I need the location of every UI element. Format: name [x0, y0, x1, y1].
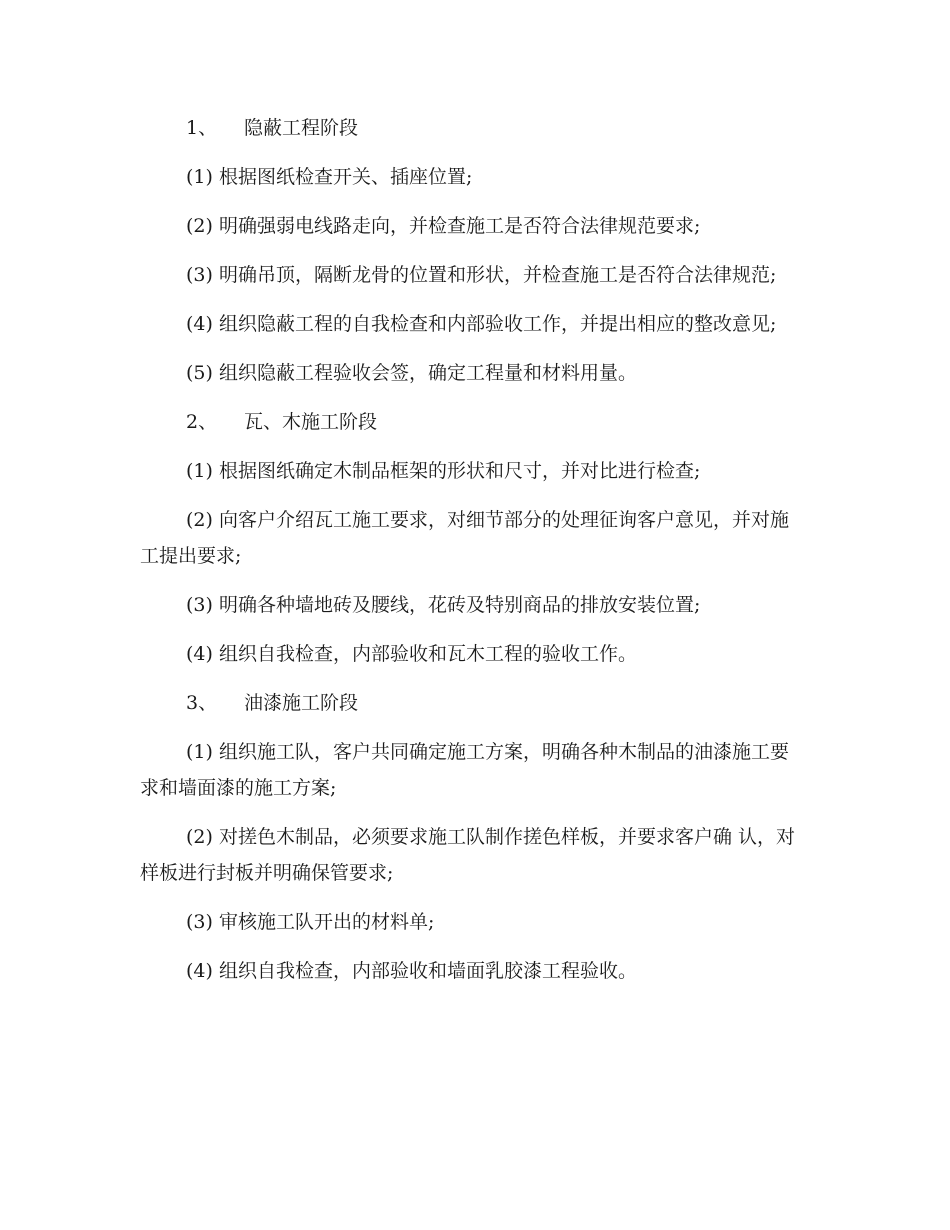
list-item: (1) 根据图纸检查开关、插座位置; [186, 166, 473, 188]
section-number: 3、 [186, 692, 218, 714]
section-title: 隐蔽工程阶段 [244, 117, 359, 139]
list-item: (2) 对搓色木制品，必须要求施工队制作搓色样板，并要求客户确 认，对样板进行封板并明确保管要求; [140, 826, 795, 884]
list-item: (4) 组织隐蔽工程的自我检查和内部验收工作，并提出相应的整改意见; [186, 313, 777, 335]
list-item: (1) 组织施工队，客户共同确定施工方案，明确各种木制品的油漆施工要求和墙面漆的施工方案; [140, 741, 789, 799]
list-item: (2) 向客户介绍瓦工施工要求，对细节部分的处理征询客户意见，并对施工提出要求; [140, 509, 789, 567]
document-body [140, 110, 805, 1002]
section-number: 2、 [186, 411, 218, 433]
list-item: (1) 根据图纸确定木制品框架的形状和尺寸，并对比进行检查; [186, 460, 701, 482]
section-heading-1 [140, 110, 805, 146]
list-item: (4) 组织自我检查，内部验收和瓦木工程的验收工作。 [186, 643, 637, 665]
list-item: (3) 审核施工队开出的材料单; [186, 911, 435, 933]
list-item: (2) 明确强弱电线路走向，并检查施工是否符合法律规范要求; [186, 215, 701, 237]
section-number: 1、 [186, 117, 218, 139]
section-heading-3 [140, 685, 805, 721]
list-item: (4) 组织自我检查，内部验收和墙面乳胶漆工程验收。 [186, 960, 637, 982]
list-item: (3) 明确吊顶，隔断龙骨的位置和形状，并检查施工是否符合法律规范; [186, 264, 777, 286]
section-title: 瓦、木施工阶段 [244, 411, 378, 433]
list-item: (3) 明确各种墙地砖及腰线，花砖及特别商品的排放安装位置; [186, 594, 701, 616]
section-heading-2 [140, 404, 805, 440]
list-item: (5) 组织隐蔽工程验收会签，确定工程量和材料用量。 [186, 362, 637, 384]
section-title: 油漆施工阶段 [244, 692, 359, 714]
